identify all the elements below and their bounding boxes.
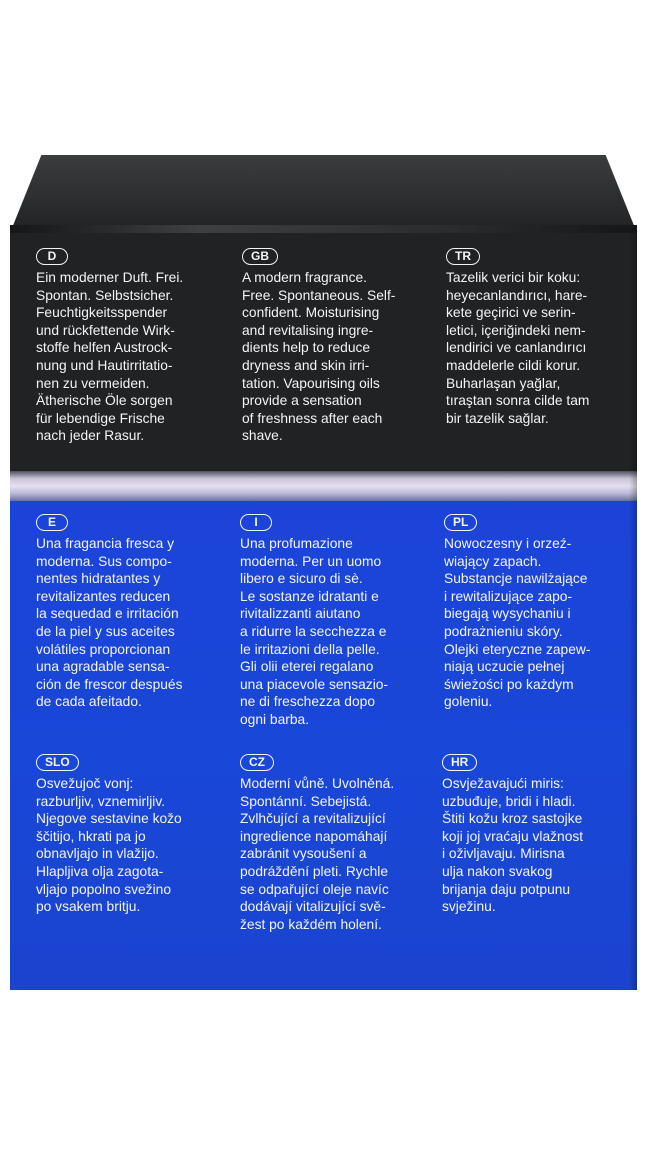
language-badge-tr: TR (446, 248, 480, 265)
description-gb: A modern fragrance. Free. Spontaneous. Self- confident. Moisturising and revitalising ingre- dients help to reduce dryness and skin irri- tation. Vapourising oils provide a sensation of freshness after each shave. (242, 270, 396, 444)
text-block-gb (242, 247, 438, 445)
text-block-de (36, 247, 232, 445)
chrome-stripe (10, 471, 637, 501)
text-block-cz (240, 753, 436, 933)
description-slo: Osvežujoč vonj: razburljiv, vznemirljiv. Njegove sestavine kožo ščitijo, hkrati pa jo obnavljajo in vlažijo. Hlapljiva olja zagota- vljajo popolno svežino po vsakem britju. (36, 776, 182, 915)
description-pl: Nowoczesny i orzeź- wiający zapach. Substancje nawilżające i rewitalizujące zapo- biegają wysychaniu i podrażnieniu skóry. Olejki eteryczne zapew- niają uczucie pełnej świeżości po każdym goleniu. (444, 536, 591, 710)
text-block-es (36, 513, 232, 711)
text-block-slo (36, 753, 232, 916)
language-badge-cz: CZ (240, 754, 274, 771)
language-badge-es: E (36, 514, 68, 531)
language-badge-hr: HR (442, 754, 477, 771)
language-badge-de: D (36, 248, 68, 265)
description-es: Una fragancia fresca y moderna. Sus compo- nentes hidratantes y revitalizantes reducen la sequedad e irritación de la piel y sus aceites volátiles proporcionan una agradable sensa- ción de frescor después de cada afeitado. (36, 536, 183, 710)
product-box-back (10, 155, 637, 990)
text-block-pl (444, 513, 640, 711)
description-cz: Moderní vůně. Uvolněná. Spontánní. Sebejistá. Zvlhčující a revitalizující ingredience napomáhají zabránit vysoušení a podráždění pleti. Rychle se odpařující oleje navíc dodávají vitalizující svě- žest po každém holení. (240, 776, 395, 932)
text-block-it (240, 513, 436, 729)
box-lid (10, 155, 637, 233)
language-badge-it: I (240, 514, 272, 531)
description-de: Ein moderner Duft. Frei. Spontan. Selbstsicher. Feuchtigkeitsspender und rückfettende Wirk- stoffe helfen Austrock- nung und Hautirritatio- nen zu vermeiden. Ätherische Öle sorgen für lebendige Frische nach jeder Rasur. (36, 270, 184, 444)
description-it: Una profumazione moderna. Per un uomo libero e sicuro di sè. Le sostanze idratanti e rivitalizzanti aiutano a ridurre la secchezza e le irritazioni della pelle. Gli olii eterei regalano una piacevole sensazio- ne di freschezza dopo ogni barba. (240, 536, 389, 727)
language-badge-pl: PL (444, 514, 477, 531)
language-badge-gb: GB (242, 248, 278, 265)
description-tr: Tazelik verici bir koku: heyecanlandırıcı, hare- kete geçirici ve serin- letici, içeriğindeki nem- lendirici ve canlandırıcı maddelerle cildi korur. Buharlaşan yağlar, tıraştan sonra cilde tam bir tazelik sağlar. (446, 270, 590, 426)
text-block-tr (446, 247, 642, 427)
text-block-hr (442, 753, 638, 916)
language-badge-slo: SLO (36, 754, 79, 771)
description-hr: Osvježavajući miris: uzbuđuje, bridi i hladi. Štiti kožu kroz sastojke koji joj vraćaju vlažnost i oživljavaju. Mirisna ulja nakon svakog brijanja daju potpunu svježinu. (442, 776, 584, 915)
